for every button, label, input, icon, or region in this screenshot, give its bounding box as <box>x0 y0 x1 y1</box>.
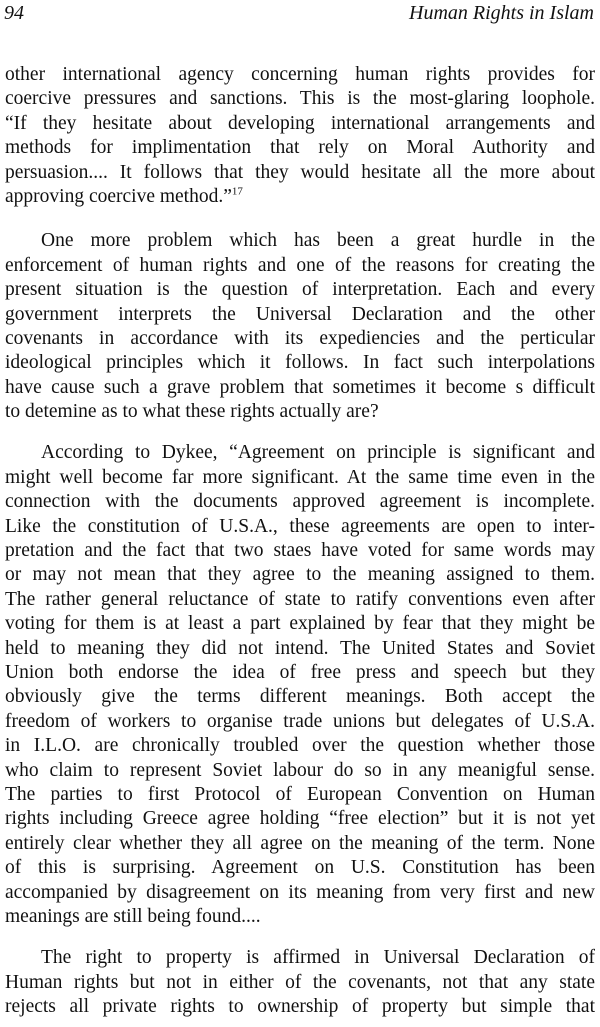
text-line: might well become far more significant. At the same time even in the <box>5 466 595 488</box>
text-line: freedom of workers to organise trade unions but delegates of U.S.A. <box>5 710 595 732</box>
footnote-reference: 17 <box>231 185 243 198</box>
text-line: The rather general reluctance of state to ratify conventions even after <box>5 588 595 610</box>
text-line: Like the constitution of U.S.A., these agreements are open to inter- <box>5 515 595 537</box>
paragraph-2 <box>5 229 595 424</box>
text-line: or may not mean that they agree to the meaning assigned to them. <box>5 564 595 586</box>
text-line-last <box>5 185 595 209</box>
text-line: enforcement of human rights and one of the reasons for creating the <box>5 254 595 276</box>
text-line: government interprets the Universal Declaration and the other <box>5 303 595 325</box>
text-line: Human rights but not in either of the covenants, not that any state <box>5 971 595 993</box>
paragraph-1 <box>5 63 595 209</box>
text-line: The parties to first Protocol of European Convention on Human <box>5 783 595 805</box>
text-line: “If they hesitate about developing international arrangements and <box>5 112 595 134</box>
text-line: accompanied by disagreement on its meaning from very first and new <box>5 881 595 903</box>
running-title: Human Rights in Islam <box>409 2 594 24</box>
text-line: methods for implimentation that rely on Moral Authority and <box>5 137 595 159</box>
paragraph-3 <box>5 441 595 929</box>
text-line: persuasion.... It follows that they would hesitate all the more about <box>5 161 595 183</box>
text-line: Union both endorse the idea of free press and speech but they <box>5 661 595 683</box>
text-line-last: to detemine as to what these rights actually are? <box>5 401 379 423</box>
text-line: The right to property is affirmed in Universal Declaration of <box>41 947 595 969</box>
text-line: present situation is the question of interpretation. Each and every <box>5 279 595 301</box>
text-line: pretation and the fact that two staes have voted for same words may <box>5 540 595 562</box>
text-line: entirely clear whether they all agree on the meaning of the term. None <box>5 832 595 854</box>
text-line: who claim to represent Soviet labour do so in any meanigful sense. <box>5 759 595 781</box>
page-header <box>4 0 594 26</box>
text-line: obviously give the terms different meanings. Both accept the <box>5 686 595 708</box>
text-line: have cause such a grave problem that sometimes it become s difficult <box>5 376 595 398</box>
text-line: in I.L.O. are chronically troubled over the question whether those <box>5 735 595 757</box>
text-line: of this is surprising. Agreement on U.S. Constitution has been <box>5 857 595 879</box>
text-line: other international agency concerning human rights provides for <box>5 64 595 85</box>
text-line: coercive pressures and sanctions. This is the most-glaring loophole. <box>5 88 595 110</box>
paragraph-4 <box>5 946 595 1019</box>
page-number: 94 <box>4 2 24 24</box>
text-line: ideological principles which it follows. In fact such interpolations <box>5 352 595 374</box>
text-line: According to Dykee, “Agreement on principle is significant and <box>41 442 595 464</box>
text-line-last: meanings are still being found.... <box>5 905 261 927</box>
body-text <box>5 63 595 1019</box>
text-line: rejects all private rights to ownership of property but simple that <box>5 996 595 1018</box>
text-line: connection with the documents approved agreement is incomplete. <box>5 491 595 513</box>
text-line: rights including Greece agree holding “free election” but it is not yet <box>5 808 595 830</box>
text-line: One more problem which has been a great hurdle in the <box>41 230 595 252</box>
text-line: covenants in accordance with its expediencies and the perticular <box>5 327 595 349</box>
text-line: held to meaning they did not intend. The United States and Soviet <box>5 637 595 659</box>
text-line-content: approving coercive method.” <box>5 185 232 207</box>
text-line: voting for them is at least a part explained by fear that they might be <box>5 613 595 635</box>
